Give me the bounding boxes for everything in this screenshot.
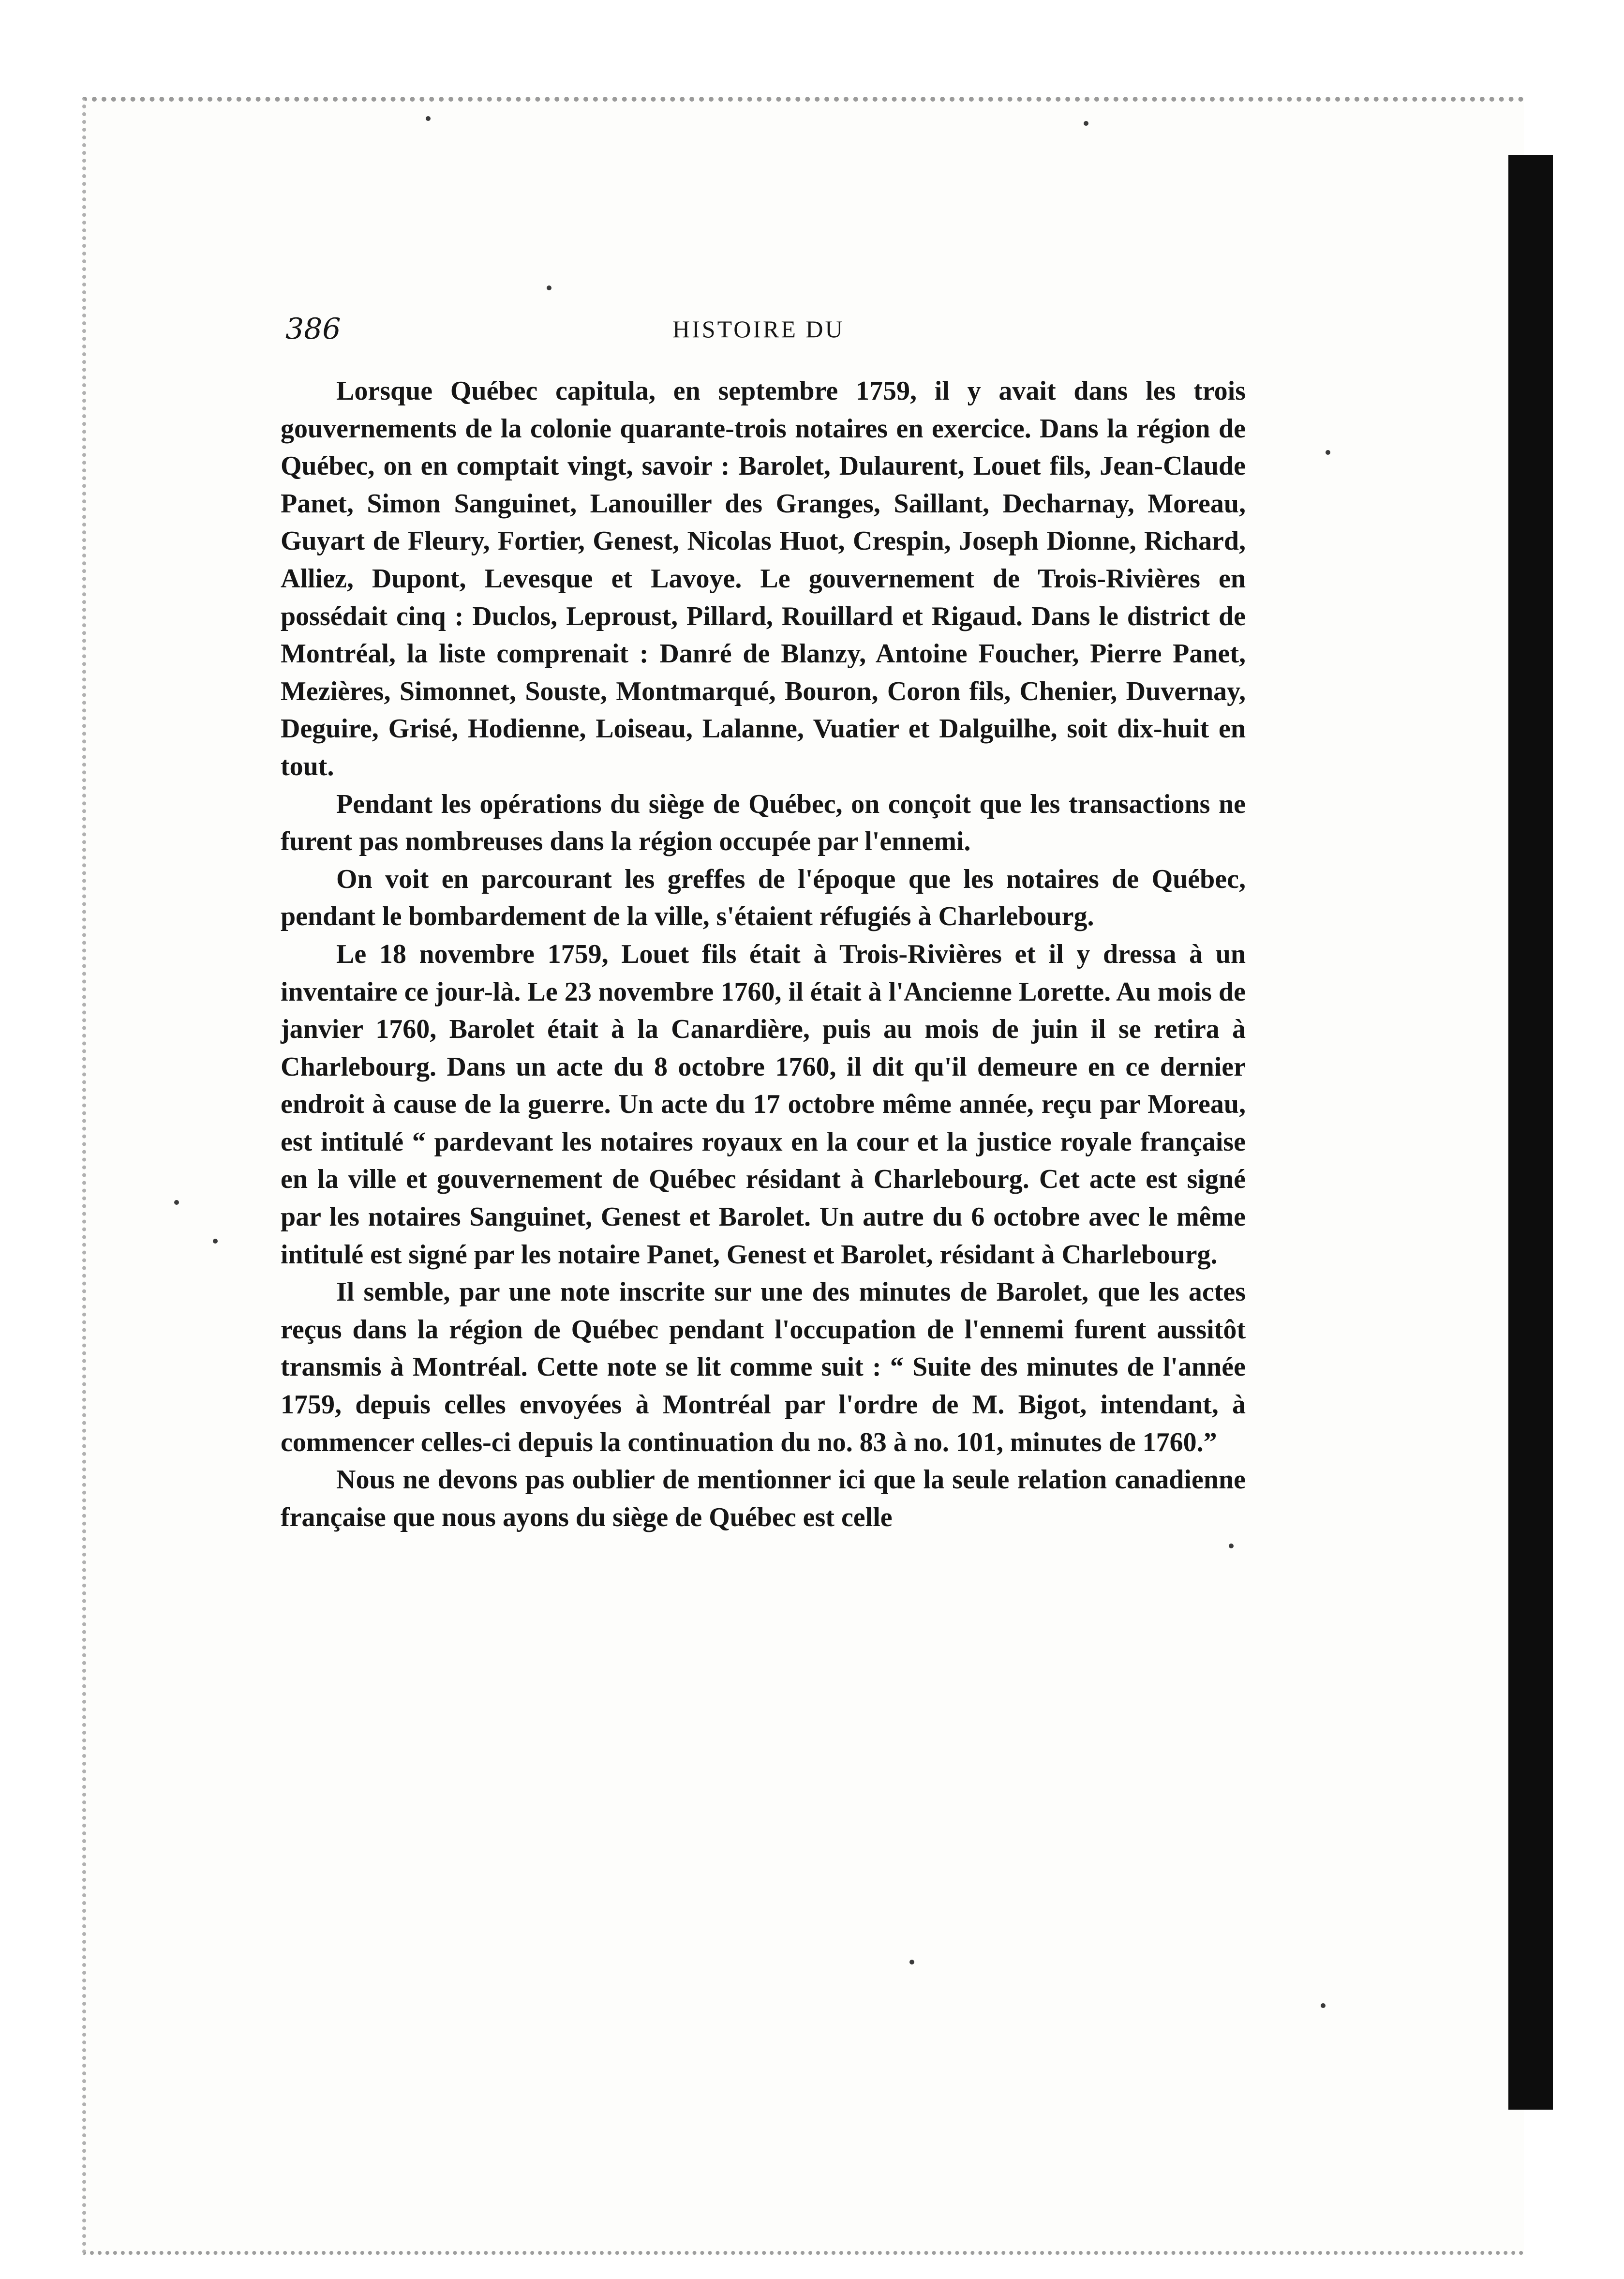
scan-speck [1229,1544,1234,1548]
paragraph: Pendant les opérations du siège de Québec, on conçoit que les transactions ne furent pas nombreuses dans la région occupée par l'ennemi. [281,789,1246,857]
scan-speck [1084,121,1088,126]
body-text [281,373,1246,1536]
scan-speck [909,1960,914,1964]
paragraph: On voit en parcourant les greffes de l'époque que les notaires de Québec, pendant le bombardement de la ville, s'étaient réfugiés à Charlebourg. [281,864,1246,932]
paragraph: Lorsque Québec capitula, en septembre 1759, il y avait dans les trois gouvernements de la colonie quarante-trois notaires en exercice. Dans la région de Québec, on en comptait vingt, savoir : Barolet, Dulaurent, Louet fils, Jean-Claude Panet, Simon Sanguinet, Lanouiller des Granges, Saillant, Decharnay, Moreau, Guyart de Fleury, Fortier, Genest, Nicolas Huot, Crespin, Joseph Dionne, Richard, Alliez, Dupont, Levesque et Lavoye. Le gouvernement de Trois-Rivières en possédait cinq : Duclos, Leproust, Pillard, Rouillard et Rigaud. Dans le district de Montréal, la liste comprenait : Danré de Blanzy, Antoine Foucher, Pierre Panet, Mezières, Simonnet, Souste, Montmarqué, Bouron, Coron fils, Chenier, Duvernay, Deguire, Grisé, Hodienne, Loiseau, Lalanne, Vuatier et Dalguilhe, soit dix-huit en tout. [281,376,1246,781]
running-title: HISTOIRE DU [672,315,845,343]
binding-edge [1508,155,1553,2110]
scan-speck [426,116,431,121]
scan-speck [1326,450,1330,455]
scan-speck [547,285,551,290]
paragraph: Il semble, par une note inscrite sur une des minutes de Barolet, que les actes reçus dans la région de Québec pendant l'occupation de l'ennemi furent aussitôt transmis à Montréal. Cette note se lit comme suit : “ Suite des minutes de l'année 1759, depuis celles envoyées à Montréal par l'ordre de M. Bigot, intendant, à commencer celles-ci depuis la continuation du no. 83 à no. 101, minutes de 1760.” [281,1277,1246,1457]
paragraph: Nous ne devons pas oublier de mentionner ici que la seule relation canadienne française que nous ayons du siège de Québec est celle [281,1465,1246,1532]
page-number: 386 [285,312,341,346]
paragraph: Le 18 novembre 1759, Louet fils était à Trois-Rivières et il y dressa à un inventaire ce jour-là. Le 23 novembre 1760, il était à l'Ancienne Lorette. Au mois de janvier 1760, Barolet était à la Canardière, puis au mois de juin il se retira à Charlebourg. Dans un acte du 8 octobre 1760, il dit qu'il demeure en ce dernier endroit à cause de la guerre. Un acte du 17 octobre même année, reçu par Moreau, est intitulé “ pardevant les notaires royaux en la cour et la justice royale française en la ville et gouvernement de Québec résidant à Charlebourg. Cet acte est signé par les notaires Sanguinet, Genest et Barolet. Un autre du 6 octobre avec le même intitulé est signé par les notaire Panet, Genest et Barolet, résidant à Charlebourg. [281,939,1246,1270]
page-header [285,310,885,348]
scan-speck [213,1239,218,1244]
scan-speck [1321,2003,1326,2008]
scan-speck [174,1200,179,1205]
